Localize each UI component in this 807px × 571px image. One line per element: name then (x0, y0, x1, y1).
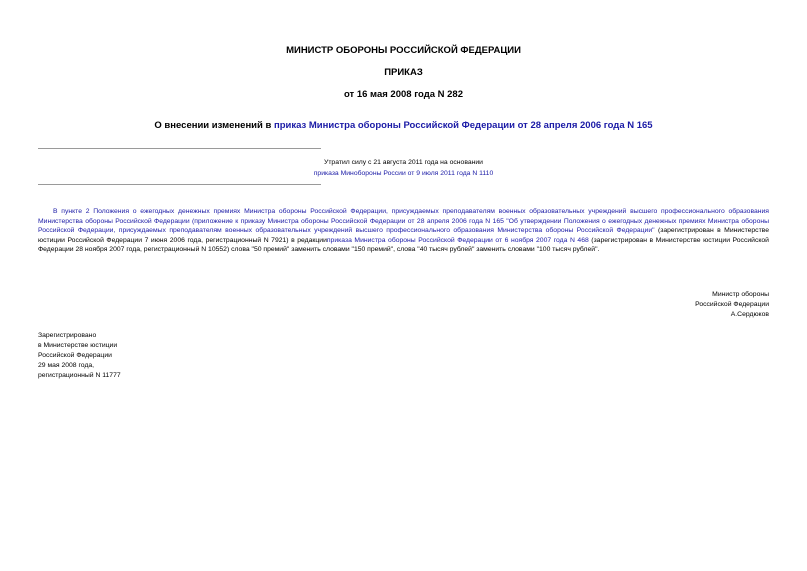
registration-number: регистрационный N 11777 (38, 372, 121, 379)
signature-name: А.Сердюков (730, 311, 769, 318)
registration-line: в Министерстве юстиции (38, 342, 118, 349)
signature-organization: Российской Федерации (695, 301, 769, 308)
title-amended-order-link[interactable]: приказ Министра обороны Российской Федерации от 28 апреля 2006 года N 165 (273, 120, 653, 131)
registration-line: Российской Федерации (38, 352, 112, 359)
registration-date: 29 мая 2008 года, (38, 362, 95, 369)
document-title (0, 120, 807, 132)
body-paragraph (38, 207, 769, 255)
body-text-part: (зарегистрирован в Министерстве юстиции Российской Федерации 28 ноября 2007 года, регистрационный N 10552) слова "50 премий" заменить словами "150 премий", слова "40 тысяч рублей" заменить словами "100 тысяч рублей". (38, 236, 769, 254)
title-prefix: О внесении изменений в (154, 120, 274, 131)
body-text-part: (зарегистрирован в Министерстве юстиции Российской Федерации 7 июня 2006 года, регистрационный N 7921) в редакции (38, 227, 769, 244)
body-regulation-link[interactable]: В пункте 2 Положения о ежегодных денежных премиях Министра обороны Российской Федерации, присуждаемых преподавателям военных образовательных учреждений высшего профессионального образования Министерства обороны Российской Федерации (приложение к приказу Министра обороны Российской Федерации от 28 апреля 2006 года N 165 "Об утверждении Положения о ежегодных денежных премиях Министра обороны Российской Федерации, присуждаемых преподавателям военных образовательных учреждений высшего профессионального образования Министерства обороны Российской Федерации" (38, 208, 769, 235)
registration-line: Зарегистрировано (38, 332, 97, 339)
void-notice-text: Утратил силу с 21 августа 2011 года на основании (324, 159, 483, 166)
divider-top (38, 148, 321, 149)
divider-bottom (38, 184, 321, 185)
document-date-heading: от 16 мая 2008 года N 282 (343, 89, 464, 100)
body-order-468-link[interactable]: приказа Министра обороны Российской Федерации от 6 ноября 2007 года N 468 (326, 236, 589, 244)
signature-title: Министр обороны (712, 291, 769, 298)
document-type-heading: ПРИКАЗ (384, 67, 423, 78)
ministry-heading: МИНИСТР ОБОРОНЫ РОССИЙСКОЙ ФЕДЕРАЦИИ (286, 45, 521, 56)
void-notice-order-link[interactable]: приказа Минобороны России от 9 июля 2011 года N 1110 (313, 170, 494, 177)
